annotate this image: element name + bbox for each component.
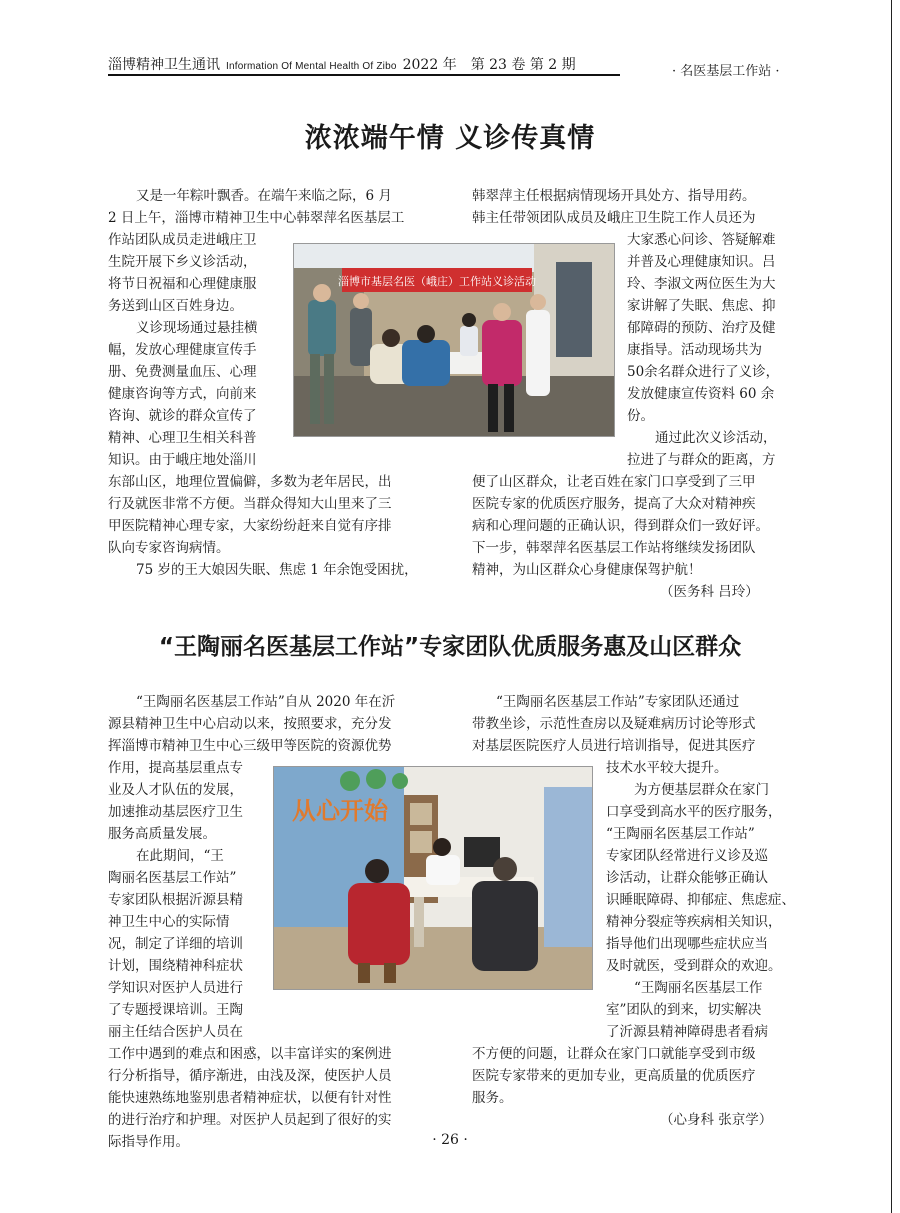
article1-right-line: 韩主任带领团队成员及峨庄卫生院工作人员还为: [472, 210, 756, 226]
article2-left-line: 业及人才队伍的发展，: [108, 782, 243, 798]
article1-left-line: 精神、心理卫生相关科普: [108, 430, 257, 446]
article1-right-line: 通过此次义诊活动，: [655, 430, 777, 446]
article1-right-line: 郁障碍的预防、治疗及健: [627, 320, 776, 336]
article1-right-line: 份。: [627, 408, 654, 424]
article1-right-line: 医院专家的优质医疗服务，提高了大众对精神疾: [472, 496, 756, 512]
article2-right-line: 指导他们出现哪些症状应当: [606, 936, 768, 952]
article1-right-line: 并普及心理健康知识。吕: [627, 254, 776, 270]
article2-left-line: 工作中遇到的难点和困惑，以丰富详实的案例进: [108, 1046, 392, 1062]
journal-title-en: Information Of Mental Health Of Zibo: [226, 61, 397, 72]
article2-right-line: 了沂源县精神障碍患者看病: [606, 1024, 768, 1040]
article1-left-line: 队向专家咨询病情。: [108, 540, 230, 556]
article2-left-line: 作用，提高基层重点专: [108, 760, 243, 776]
article2-right-line: 医院专家带来的更加专业，更高质量的优质医疗: [472, 1068, 756, 1084]
article1-left-line: 务送到山区百姓身边。: [108, 298, 243, 314]
article1-left-line: 册、免费测量血压、心理: [108, 364, 257, 380]
article2-right-line: “王陶丽名医基层工作站”: [606, 826, 755, 842]
article1-right-line: 康指导。活动现场共为: [627, 342, 762, 358]
article2-left-line: 丽主任结合医护人员在: [108, 1024, 243, 1040]
article2-left-line: 在此期间，“王: [136, 848, 224, 864]
article1-left-line: 健康咨询等方式，向前来: [108, 386, 257, 402]
article2-right-line: 精神分裂症等疾病相关知识，: [606, 914, 782, 930]
article2-title: “王陶丽名医基层工作站”专家团队优质服务惠及山区群众: [158, 634, 742, 660]
wall-sign-text: 从心开始: [292, 797, 388, 825]
photo-banner-text: 淄博市基层名医（峨庄）工作站义诊活动: [338, 275, 536, 288]
page-edge-line: [891, 0, 892, 1213]
article2-byline: （心身科 张京学）: [660, 1112, 773, 1128]
journal-title-cn: 淄博精神卫生通讯: [108, 57, 220, 73]
issue-info: 2022 年 第 23 卷 第 2 期: [402, 57, 576, 73]
article1-right-line: 拉进了与群众的距离，方: [627, 452, 776, 468]
article2-right-line: 专家团队经常进行义诊及巡: [606, 848, 768, 864]
article2-right-line: 室”团队的到来，切实解决: [606, 1002, 762, 1018]
article2-photo: [273, 766, 593, 990]
article2-left-line: 行分析指导，循序渐进，由浅及深，使医护人员: [108, 1068, 392, 1084]
article2-left-line: 加速推动基层医疗卫生: [108, 804, 243, 820]
article1-right-line: 家讲解了失眠、焦虑、抑: [627, 298, 776, 314]
article1-right-line: 韩翠萍主任根据病情现场开具处方、指导用药。: [472, 188, 756, 204]
article2-left-line: 专家团队根据沂源县精: [108, 892, 243, 908]
article1-right-line: 大家悉心问诊、答疑解难: [627, 232, 776, 248]
article1-left-line: 甲医院精神心理专家，大家纷纷赶来自觉有序排: [108, 518, 392, 534]
article2-right-line: 对基层医院医疗人员进行培训指导，促进其医疗: [472, 738, 756, 754]
article1-right-line: 玲、李淑文两位医生为大: [627, 276, 776, 292]
article2-left-line: “王陶丽名医基层工作站”自从 2020 年在沂: [136, 694, 396, 710]
article1-left-line: 东部山区，地理位置偏僻，多数为老年居民，出: [108, 474, 392, 490]
article2-left-line: 神卫生中心的实际情: [108, 914, 230, 930]
article2-left-line: 陶丽名医基层工作站”: [108, 870, 237, 886]
article2-left-line: 源县精神卫生中心启动以来，按照要求，充分发: [108, 716, 392, 732]
article1-left-line: 咨询、就诊的群众宣传了: [108, 408, 257, 424]
article1-left-line: 75 岁的王大娘因失眠、焦虑 1 年余饱受困扰，: [136, 562, 418, 578]
article1-left-line: 知识。由于峨庄地处淄川: [108, 452, 257, 468]
header-rule: [108, 74, 620, 76]
section-tag: · 名医基层工作站 ·: [672, 64, 780, 79]
article2-left-line: 能快速熟练地鉴别患者精神症状，以便有针对性: [108, 1090, 392, 1106]
article1-left-line: 义诊现场通过悬挂横: [136, 320, 258, 336]
article1-right-line: 病和心理问题的正确认识，得到群众们一致好评。: [472, 518, 769, 534]
article1-left-line: 又是一年粽叶飘香。在端午来临之际，6 月: [136, 188, 392, 204]
article1-right-line: 精神，为山区群众心身健康保驾护航！: [472, 562, 702, 578]
article1-right-line: 50余名群众进行了义诊，: [627, 364, 780, 380]
article1-right-line: 便了山区群众，让老百姓在家门口享受到了三甲: [472, 474, 756, 490]
article2-right-line: 技术水平较大提升。: [606, 760, 728, 776]
article1-left-line: 行及就医非常不方便。当群众得知大山里来了三: [108, 496, 392, 512]
article1-byline: （医务科 吕玲）: [660, 584, 759, 600]
article2-left-line: 挥淄博市精神卫生中心三级甲等医院的资源优势: [108, 738, 392, 754]
article2-left-line: 服务高质量发展。: [108, 826, 216, 842]
article2-left-line: 了专题授课培训。王陶: [108, 1002, 243, 1018]
article2-right-line: 不方便的问题，让群众在家门口就能享受到市级: [472, 1046, 756, 1062]
article1-right-line: 下一步，韩翠萍名医基层工作站将继续发扬团队: [472, 540, 756, 556]
article2-right-line: 为方便基层群众在家门: [634, 782, 769, 798]
page-number: · 26 ·: [432, 1132, 468, 1148]
article1-photo-illustration: [294, 244, 614, 436]
article1-photo: [293, 243, 615, 437]
article2-left-line: 计划，围绕精神科症状: [108, 958, 243, 974]
article1-left-line: 生院开展下乡义诊活动，: [108, 254, 257, 270]
article1-left-line: 将节日祝福和心理健康服: [108, 276, 257, 292]
article1-title: 浓浓端午情 义诊传真情: [304, 123, 596, 154]
article1-left-line: 2 日上午，淄博市精神卫生中心韩翠萍名医基层工: [108, 210, 405, 226]
article2-right-line: 诊活动，让群众能够正确认: [606, 870, 768, 886]
article2-right-line: 带教坐诊，示范性查房以及疑难病历讨论等形式: [472, 716, 756, 732]
running-header: [108, 54, 620, 74]
article2-right-line: 及时就医，受到群众的欢迎。: [606, 958, 782, 974]
article2-right-line: 识睡眠障碍、抑郁症、焦虑症、: [606, 892, 795, 908]
article2-right-line: 服务。: [472, 1090, 513, 1106]
article2-right-line: “王陶丽名医基层工作站”专家团队还通过: [496, 694, 740, 710]
article1-right-line: 发放健康宣传资料 60 余: [627, 386, 775, 402]
article2-photo-illustration: [274, 767, 592, 989]
article2-right-line: 口享受到高水平的医疗服务，: [606, 804, 782, 820]
article1-left-line: 幅，发放心理健康宣传手: [108, 342, 257, 358]
article2-right-line: “王陶丽名医基层工作: [634, 980, 763, 996]
article2-left-line: 况，制定了详细的培训: [108, 936, 243, 952]
article2-left-line: 学知识对医护人员进行: [108, 980, 243, 996]
article1-left-line: 作站团队成员走进峨庄卫: [108, 232, 257, 248]
article2-left-line: 际指导作用。: [108, 1134, 189, 1150]
article2-left-line: 的进行治疗和护理。对医护人员起到了很好的实: [108, 1112, 392, 1128]
